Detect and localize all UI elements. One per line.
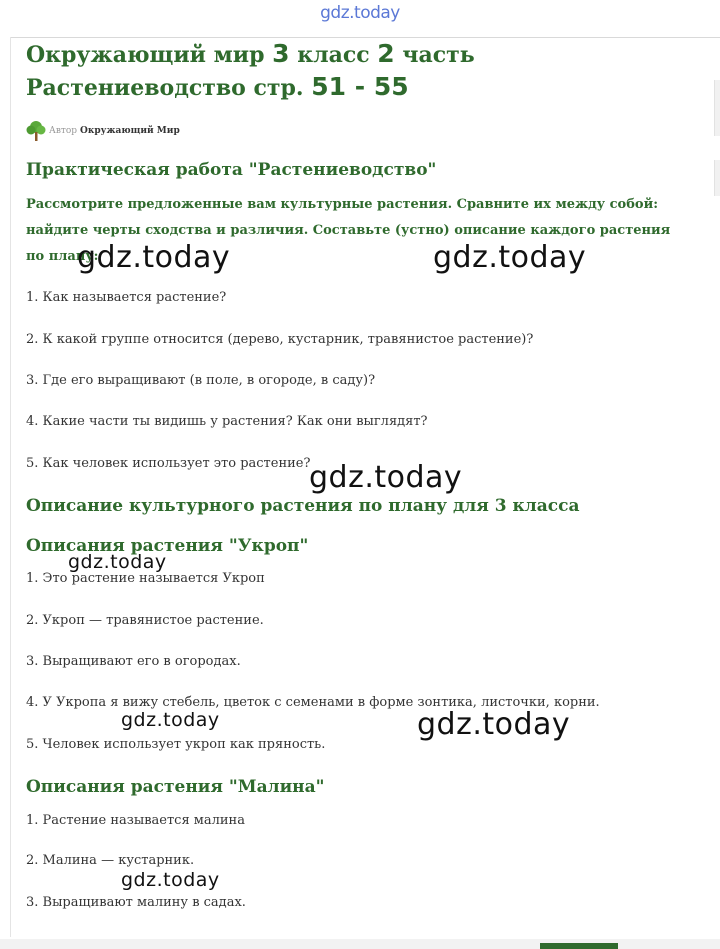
dill-item: 5. Человек использует укроп как пряность.: [26, 737, 326, 752]
watermark: gdz.today: [68, 551, 167, 573]
dill-item: 2. Укроп — травянистое растение.: [26, 613, 264, 628]
question-item: 4. Какие части ты видишь у растения? Как они выглядят?: [26, 414, 428, 429]
dill-heading: Описания растения "Укроп": [26, 536, 309, 556]
author-name[interactable]: Окружающий Мир: [80, 126, 180, 136]
watermark: gdz.today: [121, 869, 220, 891]
dill-item: 3. Выращивают его в огородах.: [26, 654, 241, 669]
question-item: 3. Где его выращивают (в поле, в огороде, в саду)?: [26, 373, 376, 388]
question-item: 2. К какой группе относится (дерево, кустарник, травянистое растение)?: [26, 332, 534, 347]
question-item: 5. Как человек использует это растение?: [26, 456, 311, 471]
watermark: gdz.today: [309, 460, 463, 495]
raspberry-item: 3. Выращивают малину в садах.: [26, 895, 246, 910]
task-text: Рассмотрите предложенные вам культурные растения. Сравните их между собой: найдите черты сходства и различия. Составьте (устно) описание каждого растения по плану:: [26, 197, 671, 264]
dill-item: 4. У Укропа я вижу стебель, цветок с семенами в форме зонтика, листочки, корни.: [26, 695, 600, 710]
site-logo[interactable]: gdz.today: [320, 3, 400, 23]
watermark: gdz.today: [121, 709, 220, 731]
title-text: класс: [289, 42, 378, 68]
title-text: часть Растениеводство стр.: [26, 42, 475, 101]
raspberry-item: 2. Малина — кустарник.: [26, 853, 195, 868]
page-title: [26, 38, 696, 104]
author-line: [26, 120, 180, 142]
content-frame-left: [10, 37, 11, 937]
raspberry-heading: Описания растения "Малина": [26, 777, 325, 797]
title-text: Окружающий мир: [26, 42, 273, 68]
watermark: gdz.today: [417, 707, 571, 742]
title-part: 2: [377, 39, 395, 68]
side-panel-tab[interactable]: [714, 80, 720, 136]
description-heading: Описание культурного растения по плану для 3 класса: [26, 496, 580, 516]
author-label: Автор: [49, 126, 78, 136]
bottom-action-button[interactable]: [540, 943, 618, 949]
watermark: gdz.today: [433, 240, 587, 275]
watermark: gdz.today: [77, 240, 231, 275]
raspberry-item: 1. Растение называется малина: [26, 813, 245, 828]
side-panel-tab[interactable]: [714, 160, 720, 196]
question-item: 1. Как называется растение?: [26, 290, 227, 305]
title-pages: 51 - 55: [311, 72, 409, 101]
tree-icon: [26, 120, 46, 142]
title-grade: 3: [272, 39, 290, 68]
practical-heading: Практическая работа "Растениеводство": [26, 160, 437, 180]
dill-item: 1. Это растение называется Укроп: [26, 571, 265, 586]
